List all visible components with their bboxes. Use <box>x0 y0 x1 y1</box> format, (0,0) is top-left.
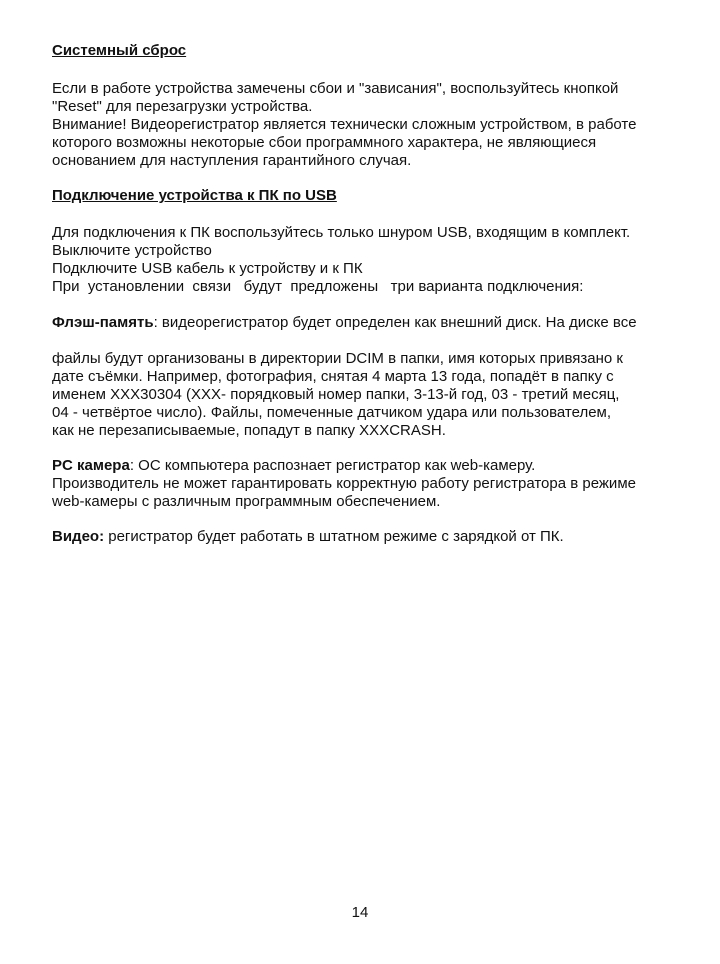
flash-text-line-1: файлы будут организованы в директории DCIM в папки, имя которых привязано к <box>52 350 623 367</box>
flash-text-line-2: дате съёмки. Например, фотография, снятая 4 марта 13 года, попадёт в папку с <box>52 368 614 385</box>
reset-text-line-3: Внимание! Видеорегистратор является технически сложным устройством, в работе <box>52 116 637 133</box>
reset-text-line-2: "Reset" для перезагрузки устройства. <box>52 98 313 115</box>
flash-first-line-text: : видеорегистратор будет определен как внешний диск. На диске все <box>153 314 637 331</box>
pc-camera-text-line-1: Производитель не может гарантировать корректную работу регистратора в режиме <box>52 475 636 492</box>
flash-label: Флэш-память <box>52 314 154 331</box>
pc-camera-label: PC камера <box>52 457 130 474</box>
usb-text-line-2: Выключите устройство <box>52 242 212 259</box>
reset-text-line-1: Если в работе устройства замечены сбои и "зависания", воспользуйтесь кнопкой <box>52 80 619 97</box>
flash-paragraph-first-line <box>52 314 637 332</box>
pc-camera-first-line-text: : ОС компьютера распознает регистратор как web-камеру. <box>129 457 536 474</box>
usb-heading: Подключение устройства к ПК по USB <box>52 187 337 204</box>
video-text: регистратор будет работать в штатном режиме с зарядкой от ПК. <box>104 528 564 545</box>
reset-heading: Системный сброс <box>52 42 187 59</box>
document-page <box>52 0 692 964</box>
video-label: Видео: <box>52 528 105 545</box>
flash-text-line-3: именем XXX30304 (XXX- порядковый номер папки, 3-13-й год, 03 - третий месяц, <box>52 386 620 403</box>
pc-camera-text-line-2: web-камеры с различным программным обеспечением. <box>52 493 441 510</box>
usb-text-line-4: При установлении связи будут предложены три варианта подключения: <box>52 278 584 295</box>
pc-camera-paragraph-first-line <box>52 457 535 475</box>
reset-text-line-5: основанием для наступления гарантийного случая. <box>52 152 412 169</box>
video-paragraph <box>52 528 564 546</box>
usb-text-line-3: Подключите USB кабель к устройству и к ПК <box>52 260 363 277</box>
flash-text-line-4: 04 - четвёртое число). Файлы, помеченные датчиком удара или пользователем, <box>52 404 612 421</box>
flash-text-line-5: как не перезаписываемые, попадут в папку XXXCRASH. <box>52 422 446 439</box>
usb-text-line-1: Для подключения к ПК воспользуйтесь только шнуром USB, входящим в комплект. <box>52 224 631 241</box>
reset-text-line-4: которого возможны некоторые сбои программного характера, не являющиеся <box>52 134 597 151</box>
page-number: 14 <box>351 904 369 921</box>
